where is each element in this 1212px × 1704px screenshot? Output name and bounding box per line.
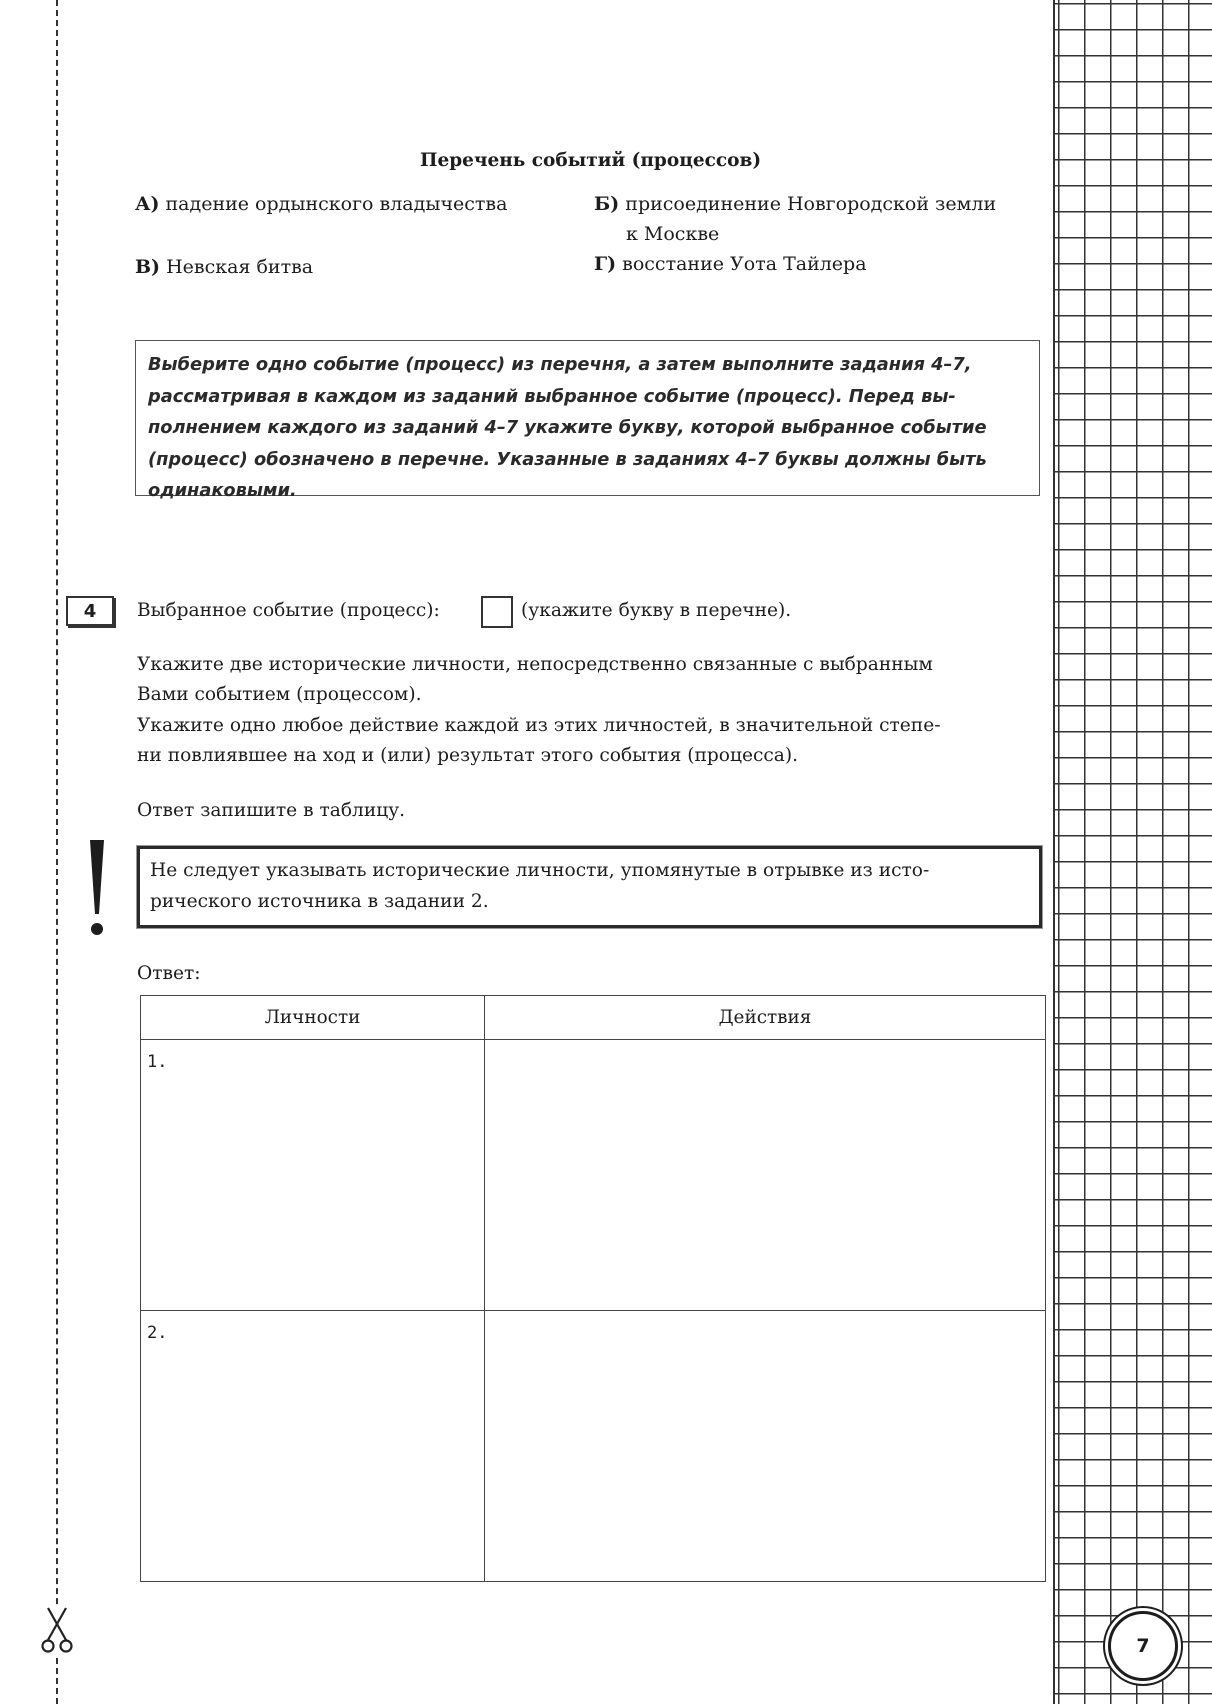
para1-line1: Укажите две исторические личности, непосредственно связанные с выбранным xyxy=(137,654,933,675)
event-b xyxy=(594,193,996,215)
event-v-letter: В) xyxy=(135,256,161,278)
scissors-icon xyxy=(40,1606,74,1654)
list-title: Перечень событий (процессов) xyxy=(420,150,762,171)
answer-table xyxy=(140,995,1046,1582)
para2-line2: ни повлиявшее на ход и (или) результат этого события (процесса). xyxy=(137,745,799,766)
instruction-box xyxy=(135,340,1040,501)
note-line2: рического источника в задании 2. xyxy=(150,891,489,912)
chosen-letter-box[interactable] xyxy=(481,596,513,628)
action-cell-1[interactable] xyxy=(485,1040,1046,1311)
row-number: 2. xyxy=(147,1323,168,1343)
task-number: 4 xyxy=(66,596,114,626)
event-b-text-line2: к Москве xyxy=(626,223,720,245)
table-row xyxy=(141,1311,1046,1582)
grid-margin xyxy=(1053,0,1212,1704)
table-row xyxy=(141,1040,1046,1311)
event-b-text: присоединение Новгородской земли xyxy=(625,193,997,215)
page-number: 7 xyxy=(1108,1611,1178,1681)
note-box xyxy=(137,846,1042,928)
event-a-text: падение ордынского владычества xyxy=(165,193,508,215)
answer-label: Ответ: xyxy=(137,963,201,984)
row-number: 1. xyxy=(147,1052,168,1072)
person-cell-1[interactable] xyxy=(141,1040,485,1311)
chosen-event-prefix: Выбранное событие (процесс): xyxy=(137,600,440,621)
cut-line xyxy=(56,0,58,1704)
event-a xyxy=(135,193,507,215)
para1-line2: Вами событием (процессом). xyxy=(137,684,422,705)
action-cell-2[interactable] xyxy=(485,1311,1046,1582)
instruction-line: полнением каждого из заданий 4–7 укажите букву, которой выбранное событие xyxy=(148,417,987,438)
event-g xyxy=(594,253,867,275)
event-a-letter: А) xyxy=(135,193,160,215)
event-g-letter: Г) xyxy=(594,253,617,275)
person-cell-2[interactable] xyxy=(141,1311,485,1582)
event-b-letter: Б) xyxy=(594,193,620,215)
instruction-line: рассматривая в каждом из заданий выбранное событие (процесс). Перед вы- xyxy=(148,385,956,407)
chosen-event-suffix: (укажите букву в перечне). xyxy=(521,600,792,621)
event-g-text: восстание Уота Тайлера xyxy=(622,253,867,275)
instruction-line: (процесс) обозначено в перечне. Указанные в заданиях 4–7 буквы должны быть xyxy=(148,448,987,470)
para2-line1: Укажите одно любое действие каждой из этих личностей, в значительной степе- xyxy=(137,715,941,736)
exclamation-icon xyxy=(82,838,112,938)
answer-instruction: Ответ запишите в таблицу. xyxy=(137,800,406,821)
header-actions: Действия xyxy=(485,996,1046,1040)
note-line1: Не следует указывать исторические личности, упомянутые в отрывке из исто- xyxy=(150,860,930,881)
instruction-line: одинаковыми. xyxy=(148,480,297,501)
instruction-line: Выберите одно событие (процесс) из перечня, а затем выполните задания 4–7, xyxy=(148,354,972,375)
header-persons: Личности xyxy=(141,996,485,1040)
event-v xyxy=(135,256,313,278)
event-v-text: Невская битва xyxy=(166,256,314,278)
